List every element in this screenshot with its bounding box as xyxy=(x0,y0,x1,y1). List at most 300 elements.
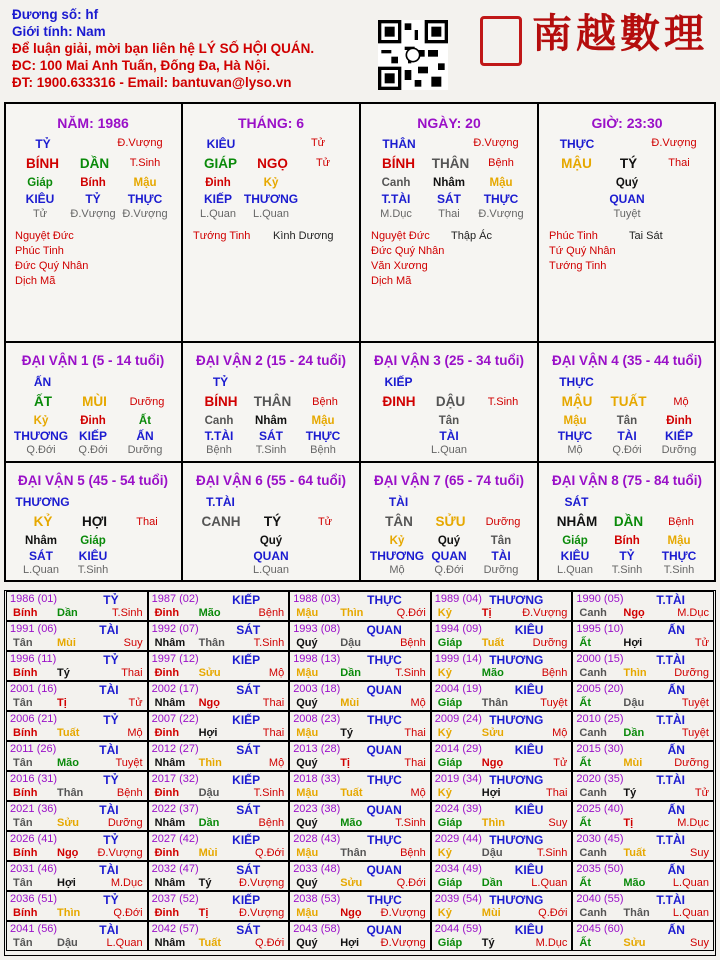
year-stem: Kỷ xyxy=(437,907,452,919)
year-god: THƯƠNG xyxy=(489,713,544,727)
ten-god: TỶ xyxy=(85,192,101,206)
year-stage: Suy xyxy=(123,637,143,649)
dai-van-stage: Bệnh xyxy=(312,396,338,408)
hidden-stem: Tân xyxy=(438,415,460,427)
life-stage: L.Quan xyxy=(556,564,594,576)
pillar-top-right: Tử xyxy=(310,137,326,149)
year-label: 2015 (30) xyxy=(576,743,624,755)
dai-van-top: TÀI xyxy=(388,495,409,509)
year-branch: Dần xyxy=(481,877,503,889)
year-label: 2022 (37) xyxy=(151,803,199,815)
year-stem: Tân xyxy=(13,697,33,709)
year-cell xyxy=(6,921,148,951)
year-stem: Giáp xyxy=(437,757,463,769)
pillar-cell xyxy=(182,102,360,342)
year-stem: Quý xyxy=(296,697,318,709)
life-stage: Đ.Vượng xyxy=(122,208,168,220)
year-branch: Thân xyxy=(198,637,225,649)
dai-van-cell xyxy=(182,342,360,462)
year-god: TỶ xyxy=(103,653,119,667)
year-god: ẤN xyxy=(667,623,685,637)
hidden-stem: Kỷ xyxy=(33,415,49,427)
year-stage: Đ.Vượng xyxy=(380,937,426,949)
life-stage: T.Sinh xyxy=(255,444,287,456)
logo-text: 南越數理 xyxy=(532,10,708,57)
year-cell xyxy=(572,651,714,681)
year-stem: Đinh xyxy=(154,847,180,859)
year-cell xyxy=(431,831,573,861)
year-god: TỶ xyxy=(103,593,119,607)
year-god: TÀI xyxy=(99,863,119,877)
year-label: 2036 (51) xyxy=(10,893,58,905)
year-branch: Ngọ xyxy=(481,757,504,769)
phone-email: ĐT: 1900.633316 - Email: bantuvan@lyso.vn xyxy=(12,75,292,90)
year-stage: Bệnh xyxy=(258,607,285,619)
ten-god: THỰC xyxy=(557,429,593,443)
year-stem: Giáp xyxy=(437,937,463,949)
year-label: 2002 (17) xyxy=(151,683,199,695)
year-label: 2011 (26) xyxy=(10,743,57,755)
pillar-top-left: KIÊU xyxy=(206,137,236,151)
year-stage: Q.Đới xyxy=(396,877,426,889)
year-branch: Hợi xyxy=(198,727,218,739)
pillar-cell xyxy=(538,102,716,342)
year-cell xyxy=(6,621,148,651)
dai-van-title: ĐẠI VẬN 6 (55 - 64 tuổi) xyxy=(195,473,347,488)
year-god: KIÊU xyxy=(514,623,544,637)
year-stage: L.Quan xyxy=(531,877,568,889)
year-branch: Tuất xyxy=(340,787,363,799)
year-cell xyxy=(431,891,573,921)
hidden-stem: Bính xyxy=(80,177,106,189)
year-stem: Canh xyxy=(579,847,607,859)
year-stage: Thai xyxy=(262,727,285,739)
pillar-cell xyxy=(360,102,538,342)
year-branch: Hợi xyxy=(340,937,360,949)
dai-van-cell xyxy=(360,462,538,582)
owner-name: Đương số: hf xyxy=(12,7,99,22)
year-stage: Tuyệt xyxy=(681,697,709,709)
year-branch: Dần xyxy=(198,817,220,829)
year-label: 2005 (20) xyxy=(576,683,624,695)
year-cell xyxy=(431,651,573,681)
year-god: KIÊU xyxy=(514,863,544,877)
year-label: 2045 (60) xyxy=(576,923,624,935)
year-god: THỰC xyxy=(367,593,402,607)
year-label: 2001 (16) xyxy=(10,683,58,695)
year-stem: Canh xyxy=(579,727,607,739)
ten-god: THỰC xyxy=(483,192,519,206)
dai-van-top: T.TÀI xyxy=(206,495,235,509)
year-stage: Bệnh xyxy=(258,817,285,829)
year-god: SÁT xyxy=(236,683,261,697)
year-god: SÁT xyxy=(236,623,261,637)
star-name: Nguyệt Đức xyxy=(15,230,74,242)
year-label: 2020 (35) xyxy=(576,773,624,785)
life-stage: T.Sinh xyxy=(77,564,109,576)
dai-van-cell xyxy=(538,342,716,462)
hidden-stem: Giáp xyxy=(27,177,53,189)
year-label: 1999 (14) xyxy=(434,653,482,665)
year-god: TÀI xyxy=(99,743,119,757)
year-label: 2000 (15) xyxy=(576,653,624,665)
year-label: 2021 (36) xyxy=(10,803,58,815)
dai-van-top: KIẾP xyxy=(384,375,413,389)
year-cell xyxy=(572,861,714,891)
year-god: THƯƠNG xyxy=(489,773,544,787)
year-cell xyxy=(572,771,714,801)
year-label: 2016 (31) xyxy=(10,773,58,785)
pillar-stage: Tử xyxy=(315,157,331,169)
year-cell xyxy=(148,831,290,861)
year-stem: Kỷ xyxy=(437,667,452,679)
dai-van-branch: TÝ xyxy=(263,514,282,529)
year-branch: Tý xyxy=(623,787,637,799)
year-god: T.TÀI xyxy=(656,833,685,847)
year-stem: Nhâm xyxy=(154,697,186,709)
ten-god: THỰC xyxy=(305,429,341,443)
pillar-stem: BÍNH xyxy=(382,156,415,171)
year-branch: Tị xyxy=(481,607,492,619)
year-god: T.TÀI xyxy=(656,773,685,787)
hidden-stem: Canh xyxy=(204,415,234,427)
ten-god: KIẾP xyxy=(664,429,693,443)
star-name: Đức Quý Nhân xyxy=(15,260,89,272)
ten-god: TỶ xyxy=(619,549,635,563)
ten-god: KIẾP xyxy=(203,192,232,206)
dai-van-branch: SỬU xyxy=(435,514,466,529)
year-branch: Tý xyxy=(57,667,70,679)
year-branch: Hợi xyxy=(57,877,76,889)
year-cell xyxy=(572,621,714,651)
hidden-stem: Kỷ xyxy=(389,535,405,547)
ten-god: TÀI xyxy=(617,429,637,443)
dai-van-branch: DẦN xyxy=(613,514,644,529)
year-cell xyxy=(148,681,290,711)
year-branch: Dậu xyxy=(623,697,645,709)
dai-van-branch: HỢI xyxy=(81,514,108,529)
address: ĐC: 100 Mai Anh Tuấn, Đống Đa, Hà Nội. xyxy=(12,58,271,73)
year-branch: Tuất xyxy=(623,847,646,859)
hidden-stem: Đinh xyxy=(666,415,692,427)
dai-van-stem: BÍNH xyxy=(204,394,238,409)
year-god: THỰC xyxy=(367,713,402,727)
year-cell xyxy=(6,681,148,711)
dai-van-stage: Mộ xyxy=(673,396,689,408)
dai-van-title: ĐẠI VẬN 2 (15 - 24 tuổi) xyxy=(195,353,347,368)
year-label: 1997 (12) xyxy=(151,653,199,665)
life-stage: Q.Đới xyxy=(612,444,642,456)
pillar-stem: MẬU xyxy=(561,156,592,171)
ten-god: SÁT xyxy=(259,429,283,443)
ten-god: QUAN xyxy=(609,192,645,206)
year-stage: M.Dục xyxy=(677,817,709,829)
year-stem: Canh xyxy=(579,787,607,799)
ten-god: QUAN xyxy=(253,549,289,563)
dai-van-stage: T.Sinh xyxy=(487,396,519,408)
dai-van-cell xyxy=(4,342,182,462)
hidden-stem: Đinh xyxy=(205,177,231,189)
year-stem: Nhâm xyxy=(154,937,186,949)
year-label: 2010 (25) xyxy=(576,713,624,725)
year-god: SÁT xyxy=(236,923,261,937)
stars-left xyxy=(371,229,444,289)
dai-van-title: ĐẠI VẬN 3 (25 - 34 tuổi) xyxy=(373,353,525,368)
hidden-stem: Mậu xyxy=(667,535,691,547)
year-branch: Tý xyxy=(481,937,495,949)
year-stage: Đ.Vượng xyxy=(239,907,285,919)
year-god: TỶ xyxy=(103,773,119,787)
dai-van-top: THƯƠNG xyxy=(15,495,70,509)
year-cell xyxy=(572,801,714,831)
year-stem: Canh xyxy=(579,667,607,679)
year-god: TÀI xyxy=(99,683,119,697)
year-stage: Thai xyxy=(404,757,426,769)
pillar-top-left: TỶ xyxy=(35,137,51,151)
year-stem: Mậu xyxy=(296,727,319,739)
dai-van-top: THỰC xyxy=(559,375,594,389)
year-branch: Tuất xyxy=(198,937,221,949)
year-branch: Thìn xyxy=(57,907,81,919)
year-cell xyxy=(6,831,148,861)
year-stage: Thai xyxy=(404,727,426,739)
year-stem: Mậu xyxy=(296,607,319,619)
year-branch: Hợi xyxy=(481,787,501,799)
year-label: 1988 (03) xyxy=(293,593,341,605)
year-label: 2027 (42) xyxy=(151,833,199,845)
year-stage: Mộ xyxy=(268,757,285,769)
year-stage: M.Dục xyxy=(110,877,143,889)
ten-god: TÀI xyxy=(491,549,511,563)
year-branch: Ngọ xyxy=(57,847,79,859)
dai-van-branch: THÂN xyxy=(253,394,292,409)
year-cell xyxy=(148,801,290,831)
dai-van-stage: Dưỡng xyxy=(485,516,521,528)
year-stem: Bính xyxy=(13,907,38,919)
year-stage: Dưỡng xyxy=(674,757,709,769)
year-stem: Mậu xyxy=(296,847,319,859)
year-cell xyxy=(572,711,714,741)
year-branch: Dậu xyxy=(481,847,503,859)
year-label: 2035 (50) xyxy=(576,863,624,875)
year-god: THỰC xyxy=(367,893,402,907)
life-stage: L.Quan xyxy=(22,564,60,576)
year-stem: Mậu xyxy=(296,907,319,919)
year-stem: Quý xyxy=(296,817,318,829)
year-stem: Đinh xyxy=(154,667,180,679)
dai-van-cell xyxy=(360,342,538,462)
year-cell xyxy=(148,891,290,921)
year-branch: Mão xyxy=(198,607,221,619)
ten-god: SÁT xyxy=(437,192,461,206)
life-stage: Tử xyxy=(32,208,48,220)
dai-van-stem: ĐINH xyxy=(382,394,416,409)
year-stem: Canh xyxy=(579,907,607,919)
year-cell xyxy=(431,741,573,771)
hidden-stem: Giáp xyxy=(80,535,106,547)
year-cell xyxy=(6,651,148,681)
year-branch: Mùi xyxy=(340,697,360,709)
hidden-stem: Bính xyxy=(614,535,640,547)
life-stage: T.Sinh xyxy=(611,564,643,576)
life-stage: T.Sinh xyxy=(663,564,695,576)
year-branch: Sửu xyxy=(57,817,80,829)
contact-line: Để luận giải, mời bạn liên hệ LÝ SỐ HỘI QUÁN. xyxy=(12,41,315,56)
year-cell xyxy=(6,591,148,621)
year-stem: Giáp xyxy=(437,817,463,829)
year-god: T.TÀI xyxy=(656,893,685,907)
hidden-stem: Nhâm xyxy=(25,535,57,547)
year-label: 2026 (41) xyxy=(10,833,58,845)
life-stage: Bệnh xyxy=(310,444,336,456)
pillar-top-right: Đ.Vượng xyxy=(473,137,519,149)
year-label: 2032 (47) xyxy=(151,863,199,875)
star-name: Phúc Tinh xyxy=(549,230,598,242)
year-label: 2031 (46) xyxy=(10,863,58,875)
pillar-title: NĂM: 1986 xyxy=(57,115,129,131)
year-cell xyxy=(572,741,714,771)
pillar-top-left: THÂN xyxy=(382,137,416,151)
year-cell xyxy=(289,651,431,681)
year-cell xyxy=(289,591,431,621)
year-stage: Q.Đới xyxy=(254,847,285,859)
year-god: TÀI xyxy=(99,803,119,817)
year-cell xyxy=(148,741,290,771)
year-stage: Suy xyxy=(548,817,568,829)
year-stem: Quý xyxy=(296,637,318,649)
year-branch: Mùi xyxy=(481,907,501,919)
star-name: Phúc Tinh xyxy=(15,245,64,257)
year-god: SÁT xyxy=(236,803,261,817)
year-branch: Ngọ xyxy=(340,907,362,919)
year-label: 2024 (39) xyxy=(434,803,482,815)
year-label: 1990 (05) xyxy=(576,593,624,605)
hidden-stem: Ất xyxy=(138,415,152,427)
year-label: 2029 (44) xyxy=(434,833,482,845)
year-stage: Tử xyxy=(128,697,143,709)
year-god: KIẾP xyxy=(232,593,261,607)
year-label: 1994 (09) xyxy=(434,623,482,635)
pillar-cell xyxy=(4,102,182,342)
dai-van-stage: Thai xyxy=(136,516,158,528)
life-stage: L.Quan xyxy=(430,444,468,456)
year-label: 2017 (32) xyxy=(151,773,199,785)
year-label: 2041 (56) xyxy=(10,923,58,935)
year-cell xyxy=(289,831,431,861)
year-branch: Thân xyxy=(57,787,84,799)
hidden-stem: Tân xyxy=(490,535,512,547)
dai-van-branch: MÙI xyxy=(82,394,107,409)
year-stem: Đinh xyxy=(154,607,180,619)
year-stage: Dưỡng xyxy=(532,637,568,649)
year-label: 2023 (38) xyxy=(293,803,341,815)
year-god: THỰC xyxy=(367,653,402,667)
year-god: T.TÀI xyxy=(656,593,685,607)
ten-god: SÁT xyxy=(29,549,53,563)
year-god: KIÊU xyxy=(514,803,544,817)
year-branch: Thân xyxy=(340,847,367,859)
dai-van-stem: NHÂM xyxy=(556,514,598,529)
year-branch: Dần xyxy=(57,607,78,619)
year-god: KIẾP xyxy=(232,893,261,907)
year-cell xyxy=(6,891,148,921)
hidden-stem: Quý xyxy=(437,535,461,547)
stars-right xyxy=(273,229,333,244)
year-stem: Ất xyxy=(579,817,591,829)
year-god: ẤN xyxy=(667,743,685,757)
year-stem: Mậu xyxy=(296,787,319,799)
hidden-stem: Mậu xyxy=(489,177,513,189)
year-branch: Thìn xyxy=(198,757,222,769)
year-label: 1993 (08) xyxy=(293,623,341,635)
year-stage: Bệnh xyxy=(400,637,426,649)
hidden-stem: Mậu xyxy=(563,415,587,427)
year-stage: Thai xyxy=(545,787,568,799)
year-label: 1991 (06) xyxy=(10,623,58,635)
year-branch: Mão xyxy=(57,757,79,769)
year-stem: Bính xyxy=(13,787,38,799)
hidden-stem: Mậu xyxy=(133,177,157,189)
year-stem: Nhâm xyxy=(154,817,186,829)
hidden-stem: Đinh xyxy=(80,415,106,427)
year-branch: Tị xyxy=(340,757,350,769)
dai-van-top: TỶ xyxy=(212,375,229,389)
year-cell xyxy=(6,771,148,801)
year-cell xyxy=(572,891,714,921)
dai-van-branch: DẬU xyxy=(435,394,466,409)
year-stage: Q.Đới xyxy=(113,907,143,919)
year-stage: Tử xyxy=(694,637,709,649)
year-label: 2030 (45) xyxy=(576,833,624,845)
life-stage: M.Dục xyxy=(380,208,412,220)
year-cell xyxy=(431,921,573,951)
life-stage: L.Quan xyxy=(199,208,237,220)
year-stage: T.Sinh xyxy=(395,817,426,829)
hidden-stem: Tân xyxy=(616,415,638,427)
year-branch: Tị xyxy=(198,907,209,919)
year-cell xyxy=(148,621,290,651)
year-god: SÁT xyxy=(236,743,261,757)
qr-code-icon xyxy=(378,20,448,90)
year-label: 2012 (27) xyxy=(151,743,199,755)
year-label: 2013 (28) xyxy=(293,743,341,755)
pillar-top-right: Đ.Vượng xyxy=(117,137,163,149)
year-branch: Thân xyxy=(623,907,650,919)
gender: Giới tính: Nam xyxy=(12,24,106,39)
year-god: T.TÀI xyxy=(656,713,685,727)
year-cell xyxy=(431,771,573,801)
year-stage: Bệnh xyxy=(116,787,143,799)
year-label: 2038 (53) xyxy=(293,893,341,905)
ten-god: T.TÀI xyxy=(381,192,411,206)
year-branch: Tý xyxy=(198,877,212,889)
year-stem: Đinh xyxy=(154,727,180,739)
year-cell xyxy=(6,741,148,771)
ten-god: THƯƠNG xyxy=(243,192,299,206)
year-label: 2006 (21) xyxy=(10,713,58,725)
year-stem: Đinh xyxy=(154,787,180,799)
life-stage: Mộ xyxy=(389,564,405,576)
pillar-stage: T.Sinh xyxy=(129,157,161,169)
life-stage: Q.Đới xyxy=(434,564,464,576)
year-god: KIÊU xyxy=(514,923,544,937)
year-cell xyxy=(148,591,290,621)
year-stage: Suy xyxy=(690,847,709,859)
year-label: 2044 (59) xyxy=(434,923,482,935)
year-god: QUAN xyxy=(366,683,402,697)
year-stage: Q.Đới xyxy=(538,907,568,919)
year-god: TỶ xyxy=(103,713,119,727)
